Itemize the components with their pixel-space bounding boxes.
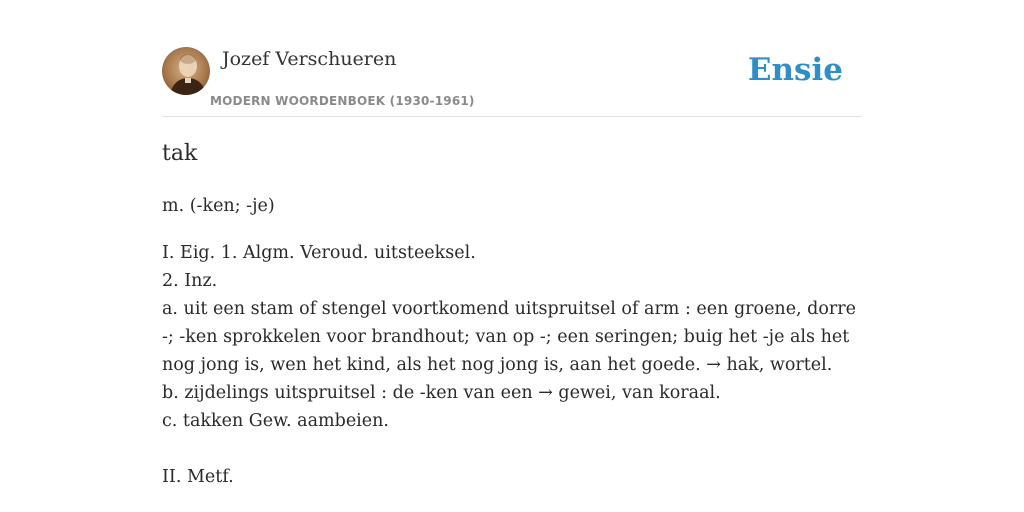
author-name[interactable]: Jozef Verschueren xyxy=(222,48,397,70)
definition-line: a. uit een stam of stengel voortkomend uitspruitsel of arm : een groene, dorre -; -ken sprokkelen voor brandhout; van op -; een seringen; buig het -je als het nog jong is, wen het kind, als het nog jong is, aan het goede. → hak, wortel. xyxy=(162,299,857,375)
brand-logo[interactable]: Ensie xyxy=(747,52,843,88)
dictionary-entry xyxy=(162,138,862,491)
entry-grammar: m. (-ken; -je) xyxy=(162,196,275,216)
definition-line: I. Eig. 1. Algm. Veroud. uitsteeksel. xyxy=(162,243,476,263)
definition-line: b. zijdelings uitspruitsel : de -ken van een → gewei, van koraal. xyxy=(162,383,721,403)
spacer xyxy=(162,435,862,463)
portrait-icon xyxy=(162,47,210,95)
entry-headword: tak xyxy=(162,141,198,166)
author-avatar[interactable] xyxy=(162,47,210,95)
entry-definition xyxy=(162,239,862,491)
definition-line: 2. Inz. xyxy=(162,271,218,291)
definition-line: II. Metf. xyxy=(162,467,234,487)
source-label: MODERN WOORDENBOEK (1930-1961) xyxy=(210,94,475,108)
page-header xyxy=(162,44,862,117)
definition-line: c. takken Gew. aambeien. xyxy=(162,411,389,431)
